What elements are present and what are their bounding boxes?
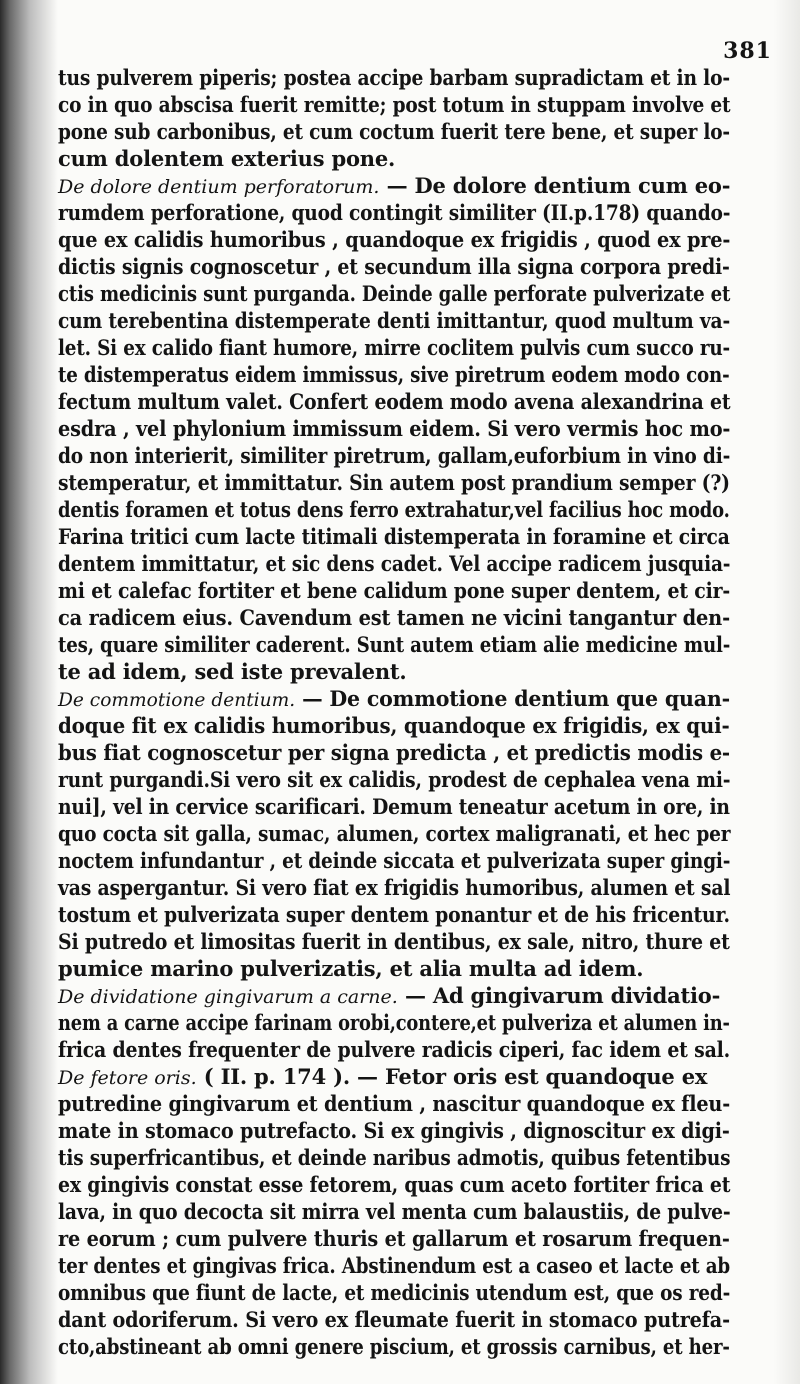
line-text: do non interierit, similiter piretrum, gallam,euforbium in vino di- [58, 443, 731, 468]
line-text: cum terebentina distemperate denti imittantur, quod multum va- [58, 308, 731, 333]
binding-shadow [0, 0, 58, 1384]
line-text: cto,abstineant ab omni genere piscium, et grossis carnibus, et her- [58, 1334, 730, 1359]
line-text: putredine gingivarum et dentium , nascitur quandoque ex fleu- [58, 1091, 731, 1116]
line-text: dant odoriferum. Si vero ex fleumate fuerit in stomaco putrefa- [58, 1307, 730, 1332]
text-line [58, 415, 731, 442]
text-line [58, 928, 730, 955]
line-text: tes, quare similiter caderent. Sunt autem etiam alie medicine mul- [58, 632, 731, 657]
line-text: fectum multum valet. Confert eodem modo avena alexandrina et [58, 389, 731, 414]
line-text: stemperatur, et immittatur. Sin autem post prandium semper (?) [58, 470, 730, 495]
line-text: pone sub carbonibus, et cum coctum fuerit tere bene, et super lo- [58, 119, 730, 144]
line-text: mi et calefac fortiter et bene calidum pone super dentem, et cir- [58, 578, 731, 603]
section-heading: De fetore oris. [58, 1067, 197, 1089]
text-line [58, 523, 730, 550]
line-text: mate in stomaco putrefacto. Si ex gingivis , dignoscitur ex digi- [58, 1118, 730, 1143]
line-text: tis superfricantibus, et deinde naribus admotis, quibus fetentibus [58, 1145, 731, 1170]
page-edge [774, 0, 800, 1384]
text-line [58, 982, 730, 1009]
line-text: dentis foramen et totus dens ferro extrahatur,vel facilius hoc modo. [58, 497, 730, 522]
line-text: re eorum ; cum pulvere thuris et gallarum et rosarum frequen- [58, 1226, 730, 1251]
text-line [58, 496, 730, 523]
text-line [58, 469, 730, 496]
section-heading: De dividatione gingivarum a carne. [58, 986, 398, 1008]
text-line [58, 334, 730, 361]
text-line [58, 739, 730, 766]
line-text: rumdem perforatione, quod contingit similiter (II.p.178) quando- [58, 200, 731, 225]
text-line [58, 604, 730, 631]
line-text: nem a carne accipe farinam orobi,contere,et pulveriza et alumen in- [58, 1010, 730, 1035]
line-text: — Ad gingivarum dividatio- [397, 983, 721, 1008]
page-number: 381 [723, 38, 772, 64]
line-text: dentem immittatur, et sic dens cadet. Vel accipe radicem jusquia- [58, 551, 731, 576]
line-text: tostum et pulverizata super dentem ponantur et de his fricentur. [58, 902, 730, 927]
text-line [58, 658, 730, 685]
line-text: tus pulverem piperis; postea accipe barbam supradictam et in lo- [58, 65, 730, 90]
text-line [58, 1009, 730, 1036]
text-line [58, 1063, 730, 1090]
line-text: — De dolore dentium cum eo- [379, 173, 731, 198]
line-text: te ad idem, sed iste prevalent. [58, 659, 407, 684]
text-line [58, 1252, 731, 1279]
line-text: que ex calidis humoribus , quandoque ex frigidis , quod ex pre- [58, 227, 731, 252]
text-line [58, 253, 730, 280]
line-text: ex gingivis constat esse fetorem, quas cum aceto fortiter frica et [58, 1172, 731, 1197]
line-text: Farina tritici cum lacte titimali distemperata in foramine et circa [58, 524, 730, 549]
line-text: dictis signis cognoscetur , et secundum illa signa corpora predi- [58, 254, 730, 279]
line-text: quo cocta sit galla, sumac, alumen, cortex maligranati, et hec per [58, 821, 731, 846]
text-line [58, 631, 731, 658]
text-line [58, 64, 730, 91]
text-line [58, 820, 731, 847]
section-heading: De dolore dentium perforatorum. [58, 176, 380, 198]
line-text: co in quo abscisa fuerit remitte; post totum in stuppam involve et [58, 92, 731, 117]
body-text [58, 64, 730, 1360]
line-text: ( II. p. 174 ). — Fetor oris est quandoque ex [196, 1064, 708, 1089]
text-line [58, 118, 730, 145]
line-text: cum dolentem exterius pone. [58, 146, 396, 171]
line-text: ca radicem eius. Cavendum est tamen ne vicini tangantur den- [58, 605, 730, 630]
line-text: pumice marino pulverizatis, et alia multa ad idem. [58, 956, 644, 981]
line-text: lava, in quo decocta sit mirra vel menta cum balaustiis, de pulve- [58, 1199, 731, 1224]
line-text: noctem infundantur , et deinde siccata et pulverizata super gingi- [58, 848, 731, 873]
line-text: nui], vel in cervice scarificari. Demum teneatur acetum in ore, in [58, 794, 730, 819]
text-line [58, 685, 730, 712]
text-line [58, 145, 730, 172]
text-line [58, 199, 731, 226]
line-text: doque fit ex calidis humoribus, quandoque ex frigidis, ex qui- [58, 713, 730, 738]
line-text: esdra , vel phylonium immissum eidem. Si vero vermis hoc mo- [58, 416, 731, 441]
text-line [58, 280, 731, 307]
line-text: frica dentes frequenter de pulvere radicis ciperi, fac idem et sal. [58, 1037, 731, 1062]
text-line [58, 307, 731, 334]
text-line [58, 1306, 730, 1333]
text-line [58, 1090, 731, 1117]
text-line [58, 1036, 731, 1063]
line-text: ter dentes et gingivas frica. Abstinendum est a caseo et lacte et ab [58, 1253, 731, 1278]
text-line [58, 1279, 731, 1306]
text-line [58, 1225, 730, 1252]
line-text: Si putredo et limositas fuerit in dentibus, ex sale, nitro, thure et [58, 929, 730, 954]
text-line [58, 712, 730, 739]
text-line [58, 1144, 731, 1171]
text-line [58, 955, 730, 982]
text-line [58, 226, 731, 253]
text-line [58, 388, 731, 415]
text-line [58, 361, 730, 388]
line-text: vas aspergantur. Si vero fiat ex frigidis humoribus, alumen et sal [58, 875, 731, 900]
text-line [58, 1333, 730, 1360]
section-heading: De commotione dentium. [58, 689, 296, 711]
line-text: — De commotione dentium que quan- [295, 686, 730, 711]
text-line [58, 1198, 731, 1225]
text-line [58, 874, 731, 901]
text-line [58, 91, 731, 118]
text-line [58, 847, 731, 874]
text-line [58, 901, 730, 928]
line-text: bus fiat cognoscetur per signa predicta , et predictis modis e- [58, 740, 730, 765]
text-line [58, 172, 730, 199]
line-text: let. Si ex calido fiant humore, mirre coclitem pulvis cum succo ru- [58, 335, 730, 360]
text-line [58, 766, 731, 793]
text-line [58, 1171, 731, 1198]
line-text: ctis medicinis sunt purganda. Deinde galle perforate pulverizate et [58, 281, 731, 306]
text-line [58, 550, 731, 577]
text-line [58, 793, 730, 820]
line-text: te distemperatus eidem immissus, sive piretrum eodem modo con- [58, 362, 730, 387]
line-text: runt purgandi.Si vero sit ex calidis, prodest de cephalea vena mi- [58, 767, 731, 792]
text-line [58, 1117, 730, 1144]
text-line [58, 577, 731, 604]
line-text: omnibus que fiunt de lacte, et medicinis utendum est, que os red- [58, 1280, 731, 1305]
text-line [58, 442, 731, 469]
